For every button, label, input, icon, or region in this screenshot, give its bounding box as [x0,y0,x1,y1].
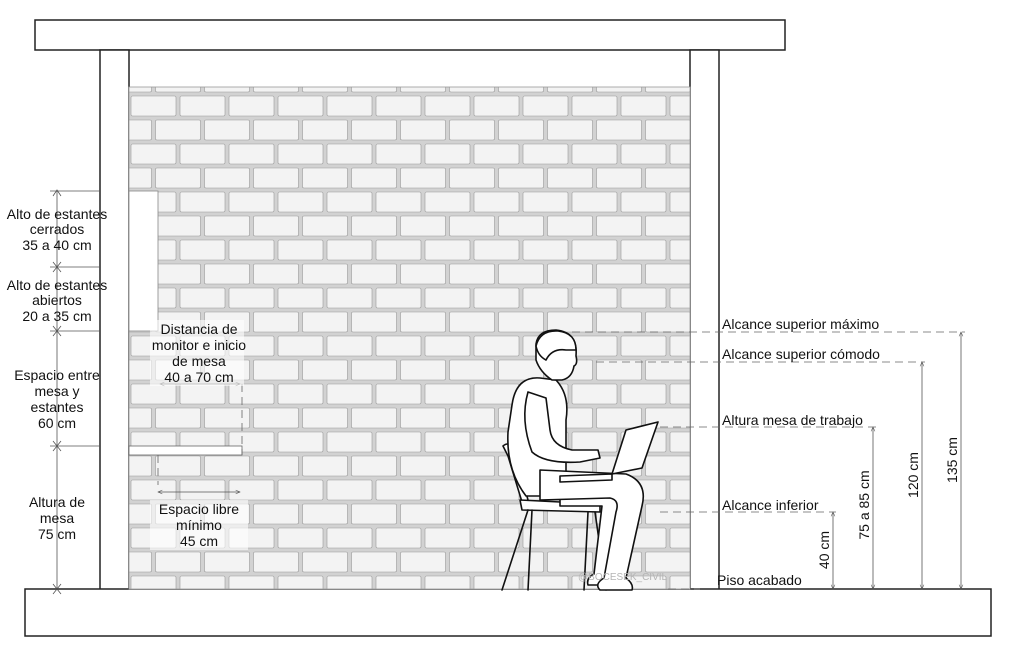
svg-text:Espacio entre: Espacio entre [14,367,100,383]
left-column [100,50,129,590]
label-floor: Piso acabado [717,572,802,588]
dim-75-85cm: 75 a 85 cm [856,470,872,540]
label-desk-height [29,494,85,542]
watermark: @BOCESEK_CIVIL [578,572,668,583]
svg-text:de mesa: de mesa [172,353,226,369]
right-dimensions [833,332,961,589]
svg-text:mesa y: mesa y [34,383,80,399]
svg-text:40 a 70 cm: 40 a 70 cm [164,369,234,385]
svg-text:mínimo: mínimo [176,517,222,533]
dim-120cm: 120 cm [905,452,921,498]
label-closed-shelves [7,206,107,253]
laptop-base [560,474,612,482]
svg-text:estantes: estantes [30,399,84,415]
svg-text:Alto de estantes: Alto de estantes [6,277,108,293]
svg-text:mesa: mesa [39,510,75,526]
svg-text:Espacio libre: Espacio libre [158,501,240,517]
ceiling-slab [35,20,785,50]
label-comfort-reach: Alcance superior cómodo [722,346,880,362]
svg-text:Altura de: Altura de [28,494,86,510]
label-work-height: Altura mesa de trabajo [722,412,863,428]
svg-text:20 a 35 cm: 20 a 35 cm [22,308,92,324]
right-column [690,50,719,590]
dim-40cm: 40 cm [816,530,832,570]
closed-shelf [129,191,158,331]
dim-135cm: 135 cm [944,437,960,483]
svg-text:abiertos: abiertos [32,292,82,308]
label-low-reach: Alcance inferior [722,497,819,513]
svg-text:Alto de estantes: Alto de estantes [6,206,108,222]
svg-text:60 cm: 60 cm [37,415,77,431]
label-max-reach: Alcance superior máximo [722,316,880,332]
svg-text:monitor e inicio: monitor e inicio [151,337,247,353]
floor-slab [25,589,991,636]
desk-board [129,446,242,455]
label-monitor-distance [150,320,246,386]
label-desk-shelf-space [14,367,100,431]
svg-text:45 cm: 45 cm [179,533,219,549]
svg-text:cerrados: cerrados [29,221,85,237]
svg-text:75 cm: 75 cm [37,526,77,542]
label-free-space [150,500,248,550]
label-open-shelves [7,277,107,324]
svg-text:35 a 40 cm: 35 a 40 cm [22,237,92,253]
svg-text:Distancia de: Distancia de [160,321,238,337]
